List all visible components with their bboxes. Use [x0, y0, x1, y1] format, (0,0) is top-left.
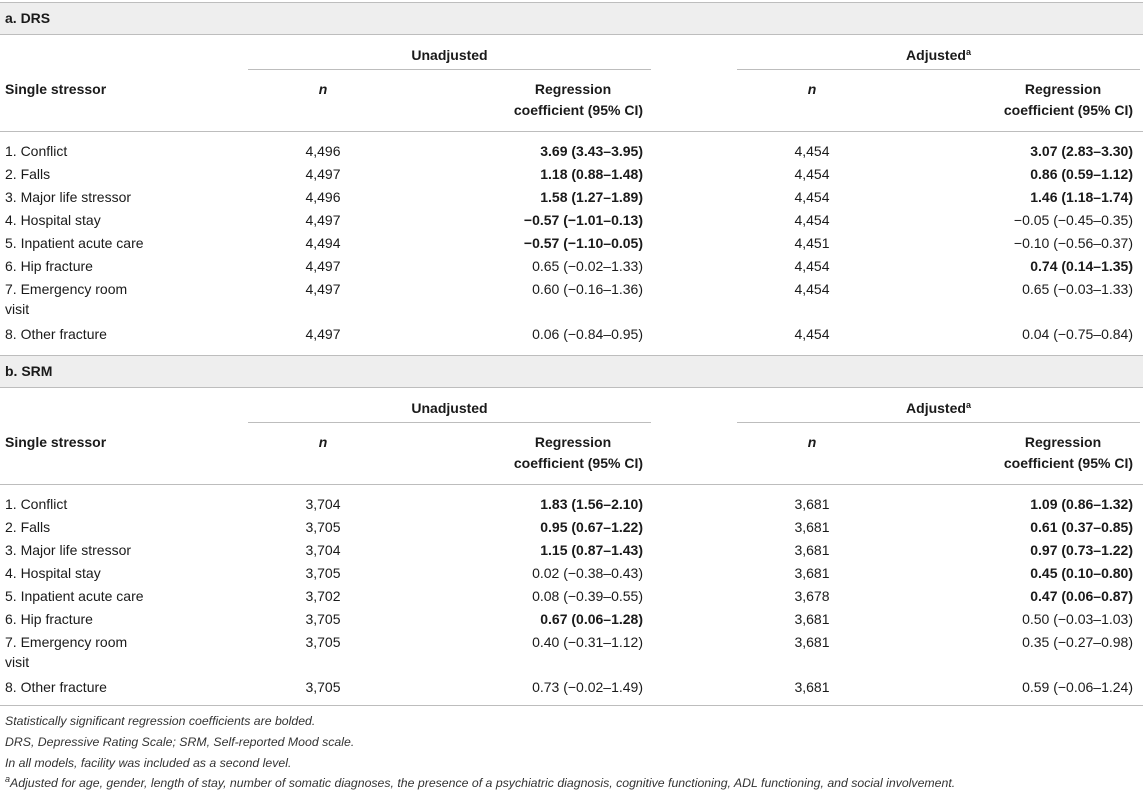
cell-n-unadjusted: 4,497 [305, 326, 341, 342]
cell-coef-adjusted: 0.97 (0.73–1.22) [1030, 542, 1133, 558]
cell-n-adjusted: 3,681 [794, 542, 830, 558]
cell-n-adjusted: 4,454 [794, 189, 830, 205]
row-label-continued: visit [5, 301, 30, 317]
cell-n-unadjusted: 4,497 [305, 281, 341, 297]
cell-coef-adjusted: −0.05 (−0.45–0.35) [1013, 212, 1133, 228]
footnote-bold-note: Statistically significant regression coefficients are bolded. [5, 714, 316, 728]
cell-n-adjusted: 4,454 [794, 258, 830, 274]
cell-coef-adjusted: 0.50 (−0.03–1.03) [1022, 611, 1133, 627]
cell-n-adjusted: 3,681 [794, 634, 830, 650]
cell-coef-unadjusted: 0.67 (0.06–1.28) [540, 611, 643, 627]
cell-n-adjusted: 3,681 [794, 679, 830, 695]
column-header-n-unadjusted: n [318, 81, 328, 97]
cell-coef-unadjusted: 1.18 (0.88–1.48) [540, 166, 643, 182]
group-header-unadjusted: Unadjusted [411, 47, 488, 63]
column-header-n-unadjusted: n [318, 434, 328, 450]
cell-coef-unadjusted: 3.69 (3.43–3.95) [540, 143, 643, 159]
cell-n-adjusted: 4,454 [794, 212, 830, 228]
row-label: 7. Emergency room [5, 634, 128, 650]
section-top-rule [0, 2, 1143, 3]
column-header-coef-line2-unadjusted: coefficient (95% CI) [513, 102, 643, 118]
section-title-band [0, 2, 1143, 34]
cell-n-unadjusted: 4,497 [305, 166, 341, 182]
column-header-stressor: Single stressor [5, 434, 107, 450]
group-header-adjusted-sup: a [965, 47, 971, 57]
cell-coef-adjusted: 0.74 (0.14–1.35) [1030, 258, 1133, 274]
cell-n-unadjusted: 4,496 [305, 189, 341, 205]
section-top-rule [0, 355, 1143, 356]
column-header-coef-line2-adjusted: coefficient (95% CI) [1003, 102, 1133, 118]
cell-n-unadjusted: 4,494 [305, 235, 341, 251]
cell-coef-adjusted: 0.65 (−0.03–1.33) [1022, 281, 1133, 297]
group-header-adjusted [737, 47, 1140, 64]
cell-coef-adjusted: 1.09 (0.86–1.32) [1030, 496, 1133, 512]
column-header-coef-line1-unadjusted: Regression [534, 434, 612, 450]
cell-coef-adjusted: 1.46 (1.18–1.74) [1030, 189, 1133, 205]
cell-n-unadjusted: 3,705 [305, 565, 341, 581]
footnote-adjust-text: Adjusted for age, gender, length of stay, number of somatic diagnoses, the presence of a psychiatric diagnosis, cognitive functioning, ADL functioning, and social involvement. [10, 776, 956, 790]
row-label: 8. Other fracture [5, 326, 107, 342]
cell-n-adjusted: 4,451 [794, 235, 830, 251]
row-label: 1. Conflict [5, 143, 68, 159]
section-title: a. DRS [5, 10, 51, 26]
group-header-unadjusted: Unadjusted [411, 400, 488, 416]
cell-n-adjusted: 3,681 [794, 565, 830, 581]
cell-n-unadjusted: 4,496 [305, 143, 341, 159]
cell-coef-unadjusted: 0.40 (−0.31–1.12) [532, 634, 643, 650]
cell-n-adjusted: 3,681 [794, 496, 830, 512]
cell-coef-unadjusted: 0.95 (0.67–1.22) [540, 519, 643, 535]
cell-n-adjusted: 3,678 [794, 588, 830, 604]
cell-n-adjusted: 4,454 [794, 326, 830, 342]
footnote-adjustment [5, 776, 955, 791]
section-title-band [0, 355, 1143, 387]
row-label: 6. Hip fracture [5, 258, 93, 274]
cell-n-adjusted: 4,454 [794, 281, 830, 297]
column-header-coef-line1-unadjusted: Regression [534, 81, 612, 97]
row-label: 8. Other fracture [5, 679, 107, 695]
section-title-rule [0, 387, 1143, 388]
column-header-coef-line2-adjusted: coefficient (95% CI) [1003, 455, 1133, 471]
group-rule-unadjusted [248, 422, 651, 423]
group-header-adjusted-label: Adjusted [906, 400, 966, 416]
cell-coef-adjusted: 0.59 (−0.06–1.24) [1022, 679, 1133, 695]
cell-n-unadjusted: 3,704 [305, 542, 341, 558]
cell-n-adjusted: 3,681 [794, 519, 830, 535]
row-label: 3. Major life stressor [5, 189, 132, 205]
cell-n-unadjusted: 3,705 [305, 634, 341, 650]
column-header-n-adjusted: n [807, 434, 817, 450]
row-label: 1. Conflict [5, 496, 68, 512]
cell-coef-unadjusted: 0.02 (−0.38–0.43) [532, 565, 643, 581]
row-label: 6. Hip fracture [5, 611, 93, 627]
row-label: 5. Inpatient acute care [5, 588, 144, 604]
group-header-adjusted-sup: a [965, 400, 971, 410]
cell-coef-unadjusted: 1.83 (1.56–2.10) [540, 496, 643, 512]
cell-coef-unadjusted: 0.65 (−0.02–1.33) [532, 258, 643, 274]
cell-coef-unadjusted: 0.06 (−0.84–0.95) [532, 326, 643, 342]
cell-coef-unadjusted: 0.73 (−0.02–1.49) [532, 679, 643, 695]
cell-n-unadjusted: 3,702 [305, 588, 341, 604]
footnote-abbreviations: DRS, Depressive Rating Scale; SRM, Self-reported Mood scale. [5, 735, 355, 749]
cell-coef-unadjusted: 1.58 (1.27–1.89) [540, 189, 643, 205]
row-label: 4. Hospital stay [5, 212, 101, 228]
section-title-rule [0, 34, 1143, 35]
group-header-adjusted [737, 400, 1140, 417]
row-label: 5. Inpatient acute care [5, 235, 144, 251]
footnote-adjust-sup: a [5, 774, 11, 784]
cell-coef-adjusted: 0.61 (0.37–0.85) [1030, 519, 1133, 535]
column-header-coef-line1-adjusted: Regression [1024, 434, 1102, 450]
cell-n-adjusted: 4,454 [794, 143, 830, 159]
cell-coef-adjusted: 0.35 (−0.27–0.98) [1022, 634, 1133, 650]
cell-coef-adjusted: −0.10 (−0.56–0.37) [1013, 235, 1133, 251]
cell-coef-adjusted: 0.04 (−0.75–0.84) [1022, 326, 1133, 342]
section-title: b. SRM [5, 363, 53, 379]
cell-coef-adjusted: 0.86 (0.59–1.12) [1030, 166, 1133, 182]
header-bottom-rule [0, 131, 1143, 132]
cell-coef-unadjusted: −0.57 (−1.01–0.13) [523, 212, 643, 228]
cell-n-unadjusted: 4,497 [305, 212, 341, 228]
cell-n-adjusted: 3,681 [794, 611, 830, 627]
cell-coef-unadjusted: 0.60 (−0.16–1.36) [532, 281, 643, 297]
cell-n-unadjusted: 4,497 [305, 258, 341, 274]
row-label: 7. Emergency room [5, 281, 128, 297]
cell-coef-adjusted: 3.07 (2.83–3.30) [1030, 143, 1133, 159]
column-header-coef-line1-adjusted: Regression [1024, 81, 1102, 97]
cell-n-unadjusted: 3,705 [305, 519, 341, 535]
cell-n-adjusted: 4,454 [794, 166, 830, 182]
group-header-adjusted-label: Adjusted [906, 47, 966, 63]
group-rule-unadjusted [248, 69, 651, 70]
cell-n-unadjusted: 3,705 [305, 611, 341, 627]
table-bottom-rule [0, 705, 1143, 706]
cell-n-unadjusted: 3,704 [305, 496, 341, 512]
group-rule-adjusted [737, 422, 1140, 423]
cell-coef-unadjusted: 0.08 (−0.39–0.55) [532, 588, 643, 604]
header-bottom-rule [0, 484, 1143, 485]
row-label: 3. Major life stressor [5, 542, 132, 558]
cell-coef-adjusted: 0.47 (0.06–0.87) [1030, 588, 1133, 604]
group-rule-adjusted [737, 69, 1140, 70]
cell-coef-unadjusted: 1.15 (0.87–1.43) [540, 542, 643, 558]
column-header-n-adjusted: n [807, 81, 817, 97]
row-label: 2. Falls [5, 166, 51, 182]
cell-coef-adjusted: 0.45 (0.10–0.80) [1030, 565, 1133, 581]
column-header-stressor: Single stressor [5, 81, 107, 97]
footnote-model-note: In all models, facility was included as a second level. [5, 756, 292, 770]
cell-coef-unadjusted: −0.57 (−1.10–0.05) [523, 235, 643, 251]
row-label: 4. Hospital stay [5, 565, 101, 581]
column-header-coef-line2-unadjusted: coefficient (95% CI) [513, 455, 643, 471]
row-label-continued: visit [5, 654, 30, 670]
row-label: 2. Falls [5, 519, 51, 535]
cell-n-unadjusted: 3,705 [305, 679, 341, 695]
